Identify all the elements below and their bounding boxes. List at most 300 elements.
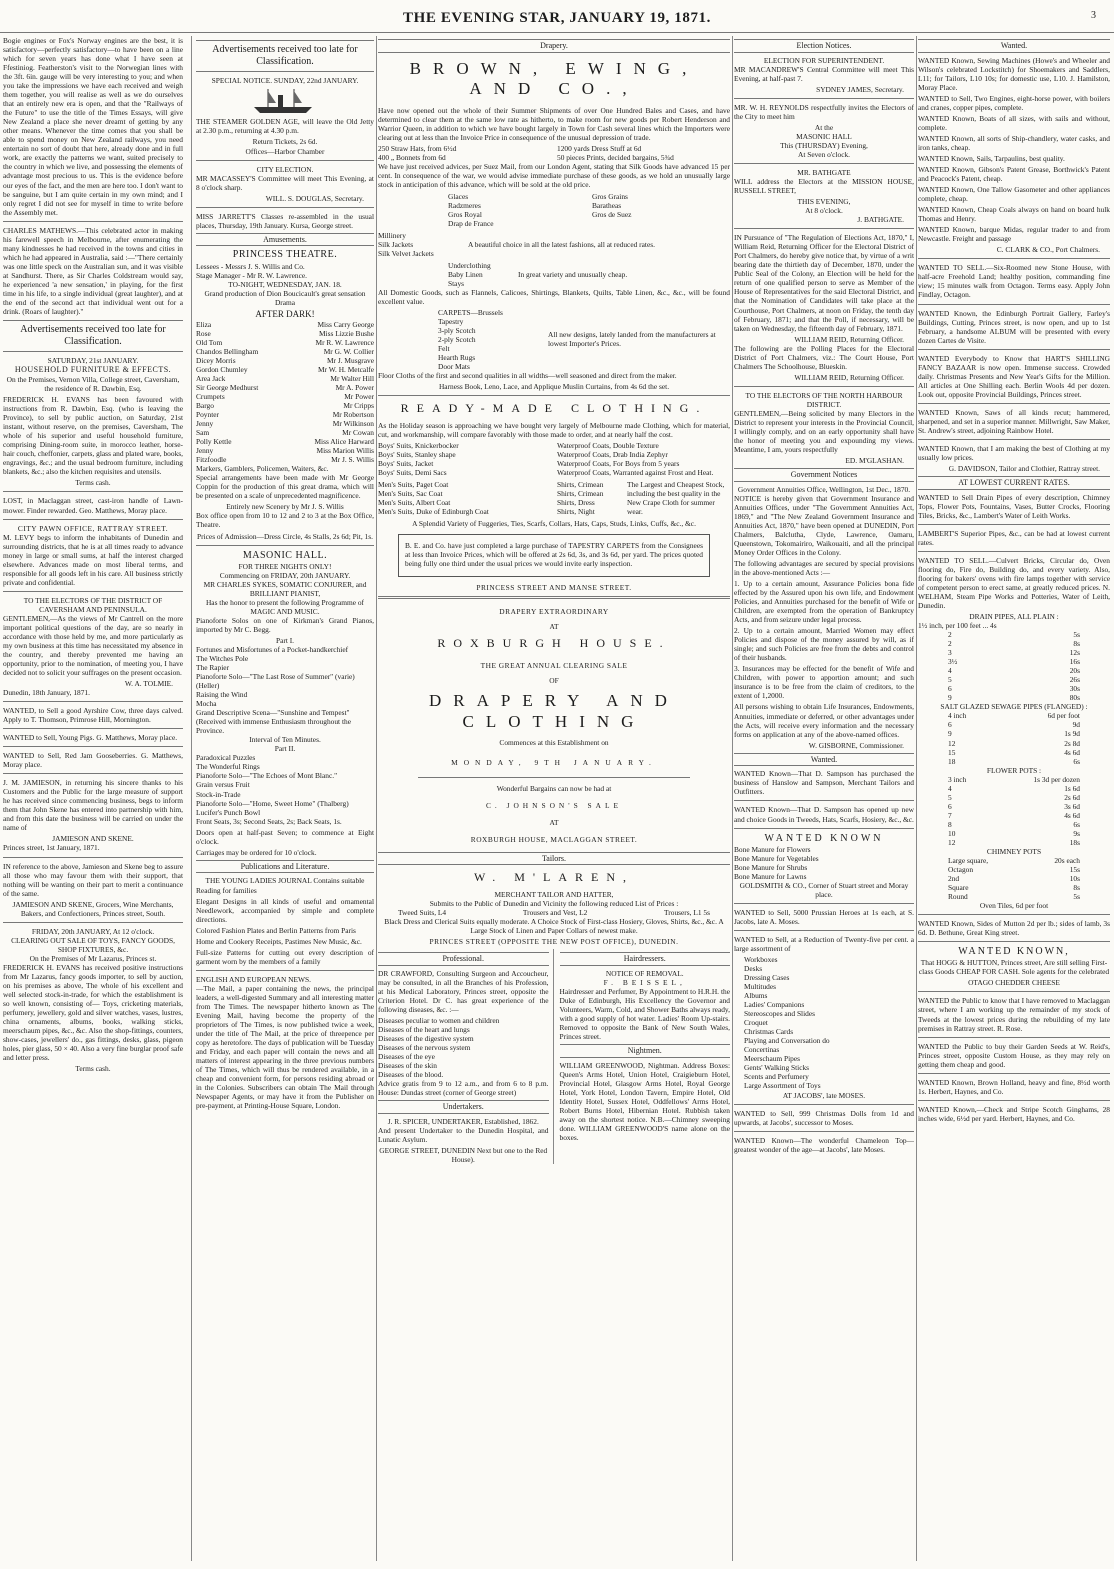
friday-sale: FRIDAY, 20th JANUARY, At 12 o'clock. — [31, 926, 155, 936]
ylj-item: Colored Fashion Plates and Berlin Patterns from Paris — [196, 925, 356, 935]
cow-ad: WANTED, to Sell a good Ayrshire Cow, three days calved. Apply to T. Thomson, Primrose Hill, Mornington. — [3, 706, 183, 725]
cast-row: Gordon Chumley Mr W. H. Metcalfe — [196, 364, 374, 374]
roxburgh-house: ROXBURGH HOUSE. — [437, 636, 671, 651]
disease-item: Diseases of the heart and lungs — [378, 1025, 470, 1035]
divider — [918, 914, 1110, 915]
cast-row: Sir George Medhurst Mr A. Power — [196, 383, 374, 392]
price-row: 5 26s — [948, 675, 1080, 685]
north-letter: GENTLEMEN,—Being solicited by many Electors in the District to represent your interests in the Provincial Council, I willingly comply, and on an early opportunity shall have the honor of meeting you and expounding my views. Meantime, I am, yours respectfully — [734, 408, 914, 454]
of: OF — [549, 675, 559, 685]
price-row: 8 6s — [948, 819, 1080, 829]
at: AT — [549, 622, 559, 632]
terms-2: Terms cash. — [75, 1064, 111, 1074]
drapery-heading: Drapery. — [378, 39, 730, 53]
wanted-ad: WANTED Known, all sorts of Ship-chandlery, water casks, and iron tanks, cheap. — [918, 134, 1110, 153]
cast-row: Polly Kettle Miss Alice Harward — [196, 437, 374, 447]
clearing-sale: THE GREAT ANNUAL CLEARING SALE — [480, 660, 628, 670]
programme-item: Interval of Ten Minutes. — [249, 735, 321, 745]
divider — [418, 777, 690, 778]
mclaren-prices: Tweed Suits, L4 Trousers and Vest, L2 Trousers, L1 5s — [398, 908, 710, 918]
wanted-heading: Wanted. — [918, 39, 1110, 53]
wanted-ad: WANTED to Sell, Two Engines, eight-horse power, with boilers and cranes, copper pipes, complete. — [918, 93, 1110, 112]
price-row: 3½ 16s — [948, 657, 1080, 667]
gooseberries-ad: WANTED to Sell, Red Jam Gooseberries. G. Matthews, Moray place. — [3, 751, 183, 770]
price-row: 15 4s 6d — [948, 747, 1080, 757]
ylj-item: Elegant Designs in all kinds of useful and ornamental Needlework, accompanied by simple and complete directions. — [196, 896, 374, 924]
lessees: Lessees - Messrs J. S. Willis and Co. — [196, 261, 305, 271]
divider — [734, 828, 914, 829]
jarrett-ad: MISS JARRETT'S Classes re-assembled in the usual places, Thursday, 19th January. Kursa, George street. — [196, 211, 374, 230]
hogg-title: WANTED KNOWN, — [958, 946, 1070, 958]
divider — [918, 349, 1110, 350]
cast-row: Old Tom Mr R. W. Lawrence — [196, 337, 374, 347]
pigs-ad: WANTED to Sell, Young Pigs. G. Matthews, Moray place. — [3, 733, 178, 743]
steamer-ad: THE STEAMER GOLDEN AGE, will leave the Old Jetty at 2.30 p.m., returning at 4.30 p.m. — [196, 117, 374, 136]
column-4 — [734, 36, 914, 1561]
levy-ad: M. LEVY begs to inform the inhabitants of Dunedin and surrounding districts, that he is at all times ready to advance money in large or small sums, at half the interest charged elsewhere. Advances made on most liberal terms, and responsible for all goods left in his care. All business strictly private and confidential. — [3, 532, 183, 587]
mens-shirts: Men's Suits, Paget Coat Men's Suits, Sac Coat Men's Suits, Albert Coat Men's Suits, Duke of Edinburgh Coat Shirts, Crimean Shirts, Crimean Shirts, Dress Shirts, Night The Largest and Cheapest Stock, including the best quality in the New Crape Cloth for summer wear. — [378, 479, 725, 517]
reid-signature: WILLIAM REID, Returning Officer. — [794, 334, 904, 344]
spicer-address: GEORGE STREET, DUNEDIN Next but one to the Red House). — [379, 1146, 548, 1165]
cast-row: Dicey Morris Mr J. Musgrave — [196, 355, 374, 365]
ylj-title: THE YOUNG LADIES JOURNAL Contains suitable — [205, 876, 365, 886]
annuities-text: NOTICE is hereby given that Government Insurance and Annuities Offices, under "The Government Annuities Act, 1869," and "The New Zealand Government Insurance and Annuities Act, 1870," have been opened at DUNEDIN, Port Chalmers, Balclutha, Clyde, Lawrence, Oamaru, Queenstown, Tokomairiro, Waikouaiti, and all the principal Money Order Offices in the Colony. — [734, 493, 914, 557]
floor-cloths: Floor Cloths of the first and second qualities in all widths—well seasoned and direct from the maker. — [378, 371, 677, 381]
cast-row: Sam Mr Cowan — [196, 428, 374, 438]
gamblers: Markers, Gamblers, Policemen, Waiters, &c. — [196, 464, 329, 474]
divider — [3, 491, 183, 492]
bathgate-ad: WILL address the Electors at the MISSION HOUSE, RUSSELL STREET, — [734, 177, 914, 196]
macassey-signature: WILL. S. DOUGLAS, Secretary. — [265, 193, 364, 203]
carpets-block: CARPETS—Brussels Tapestry 3-ply Scotch 2-ply Scotch Felt Hearth Rugs Door Mats All new designs, lately landed from the manufacturers at lowest Importer's Prices. — [438, 307, 716, 372]
crawford-ad: DR CRAWFORD, Consulting Surgeon and Accoucheur, may be consulted, in all the Branches of his Profession, at his Medical Laboratory, Princes street, opposite the Criterion Hotel. Dr C. has great experience of the following diseases, &c. :— — [378, 968, 549, 1015]
drama-title: AFTER DARK! — [255, 308, 315, 319]
manure-item: Bone Manure for Lawns — [734, 871, 807, 881]
electors-date: Dunedin, 18th January, 1871. — [3, 688, 90, 698]
divider — [196, 545, 374, 546]
new-scenery: Entirely new Scenery by Mr J. S. Willis — [226, 502, 344, 512]
johnson-sale: C. JOHNSON'S SALE — [485, 800, 623, 810]
divider — [3, 857, 183, 858]
ylj-item: Full-size Patterns for cutting out every description of garment worn by the members of a family — [196, 947, 374, 966]
electors-signature: W. A. TOLMIE. — [124, 679, 173, 689]
price-row: 5 2s 6d — [948, 792, 1080, 802]
dolls-ad: WANTED to Sell, 999 Christmas Dolls from 1d and upwards, at Jacobs', successor to Moses. — [734, 1108, 914, 1127]
brown-address: PRINCESS STREET AND MANSE STREET. — [476, 583, 632, 593]
column-divider — [191, 36, 192, 1561]
divider — [734, 930, 914, 931]
column-2 — [196, 36, 374, 1561]
lambert-ad: LAMBERT'S Superior Pipes, &c., can be had at lowest current rates. — [918, 528, 1110, 547]
hairdressers-heading: Hairdressers. — [560, 952, 731, 966]
boys-waterproof: Boys' Suits, Knickerbocker Boys' Suits, Stanley shape Boys' Suits, Jacket Boys' Suits, Demi Sacs Waterproof Coats, Double Texture Waterproof Coats, Drab India Zephyr Waterproof Coats, For Boys from 5 years Waterproof Coats, Warranted against Frost and Heat. — [378, 440, 714, 477]
jacobs: AT JACOBS', late MOSES. — [782, 1090, 866, 1100]
wanted-ad: WANTED Known, barque Midas, regular trader to and from Newcastle. Freight and passage — [918, 225, 1110, 244]
advantage-item: 3. Insurances may be effected for the benefit of Wife and Children, with power to apportion amount; and such insurance is to be free from the claim of creditors, to the extent of 1,2000. — [734, 664, 914, 701]
fuggeries: A Splendid Variety of Fuggeries, Ties, Scarfs, Collars, Hats, Caps, Studs, Links, Cuffs, &c., &c. — [412, 519, 696, 529]
harness: Harness Book, Leno, Lace, and Applique Muslin Curtains, from 4s 6d the set. — [438, 382, 670, 392]
wanted-ad: WANTED Known, Sails, Tarpaulins, best quality. — [918, 154, 1065, 164]
gisborne-signature: W. GISBORNE, Commissioner. — [808, 740, 904, 750]
divider — [378, 395, 730, 396]
hogg-text: That HOGG & HUTTON, Princes street, Are still selling First-class Goods CHEAP FOR CASH. Sole agents for the celebrated — [918, 958, 1110, 977]
masthead-rule — [0, 32, 1114, 33]
holland-ad: WANTED Known, Brown Holland, heavy and fine, 8½d worth 1s. Herbert, Haynes, and Co. — [918, 1077, 1110, 1096]
divider — [918, 1100, 1110, 1101]
chimney-table — [918, 856, 1110, 901]
macassey-ad: MR MACASSEY'S Committee will meet This Evening, at 8 o'clock sharp. — [196, 173, 374, 192]
drain-ad: WANTED to Sell Drain Pipes of every description, Chimney Tops, Flower Pots, Fountains, Vases, Butter Crocks, Flooring Tiles, Bricks, &c., Lambert's Water of Leith Works. — [918, 492, 1110, 520]
column-divider — [732, 36, 733, 1561]
manure-item: Bone Manure for Shrubs — [734, 862, 808, 872]
sale-title: HOUSEHOLD FURNITURE & EFFECTS. — [14, 365, 172, 375]
mclaren-address: PRINCES STREET (OPPOSITE THE NEW POST OFFICE), DUNEDIN. — [429, 937, 679, 947]
culvert-ad: WANTED TO SELL.—Culvert Bricks, Circular do, Oven flooring do, Fire do, Building do, and every variety. Also, flooring for bakers' ovens with fire lamps together with service of competent person to erect same, at greatly reduced prices. N. WELHAM, Steam Pipe Works and Potteries, Water of Leith, Dunedin. — [918, 555, 1110, 611]
section-heading: Advertisements received too late for Classification. — [196, 40, 374, 72]
mclaren-more: Black Dress and Clerical Suits equally moderate. A Choice Stock of First-class Hosiery, Gloves, Shirts, &c., &c. A Large Stock of Linen and Paper Collars of newest make. — [384, 917, 724, 936]
ylj-item: Reading for families — [196, 885, 257, 895]
price-row: Large square, 20s each — [948, 855, 1080, 865]
greenwood-ad: WILLIAM GREENWOOD, Nightman. Address Boxes: Queen's Arms Hotel, Union Hotel, Craigieburn Hotel, Provincial Hotel, Glasgow Arms Hotel, Royal George Hotel, York Hotel, London Tavern, Empire Hotel, Old Identity Hotel, Sussex Hotel, Oddfellows' Arms Hotel, Robert Burns Hotel, Hibernian Hotel. Rubbish taken away on the shortest notice. N.B.—Chimney sweeping done. WILLIAM GREENWOOD'S name alone on the boxes. — [559, 1060, 730, 1143]
sale-date: SATURDAY, 21st JANUARY. — [47, 356, 139, 366]
divider — [918, 1073, 1110, 1074]
spicer-title: J. R. SPICER, UNDERTAKER, Established, 1862. — [387, 1117, 539, 1127]
reduction-list: Workboxes Desks Dressing Cases Multitudes Albums Ladies' Companions Stereoscopes and Slides Croquet Christmas Cards Playing and Conversation do Concertinas Meerschaum Pipes Gents' Walking Sticks Scents and Perfumery Large Assortment of Toys — [744, 955, 830, 1091]
at-the: At the — [814, 122, 834, 132]
bazaar-ad: WANTED Everybody to Know that HART'S SHILLING FANCY BAZAAR is now open. Immense success. Crowded daily. Christmas Presents and New Year's Gifts for the Million. All articles at One Shilling each. Berlin Wools 4d per dozen. Look out, opposite Provincial Buildings, Princes street. — [918, 353, 1110, 399]
price-row: 3 12s — [948, 648, 1080, 658]
news-title: ENGLISH AND EUROPEAN NEWS. — [196, 974, 311, 984]
price-row: 12 18s — [948, 837, 1080, 847]
special-notice: SPECIAL NOTICE. SUNDAY, 22nd JANUARY. — [211, 76, 359, 86]
wanted-ad: WANTED Known, Cheap Coals always on hand on board hulk Thomas and Henry. — [918, 205, 1110, 224]
programme-item: Raising the Wind — [196, 690, 248, 700]
commences: Commences at this Establishment on — [499, 738, 609, 748]
programme-item: Pianoforte Solo—"Home, Sweet Home" (Thalberg) — [196, 798, 349, 808]
manure-item: Bone Manure for Flowers — [734, 844, 811, 854]
jamieson-ad: J. M. JAMIESON, in returning his sincere thanks to his Customers and the Public for the large measure of support he has received since commencing business, begs to inform them that John Skene has entered into partnership with him, and from this date the business will be carried on under the name of — [3, 778, 183, 833]
bathgate-signature: J. BATHGATE. — [857, 215, 904, 225]
reid-signature-2: WILLIAM REID, Returning Officer. — [794, 372, 904, 382]
goldsmith: GOLDSMITH & CO., Corner of Stuart street and Moray place. — [739, 880, 909, 899]
programme-item: The Witches Pole — [196, 654, 249, 664]
manure-item: Bone Manure for Vegetables — [734, 853, 819, 863]
disease-item: Diseases peculiar to women and children — [378, 1016, 500, 1026]
reynolds-ad: MR. W. H. REYNOLDS respectfully invites the Electors of the City to meet him — [734, 102, 914, 121]
part-1: Part I. — [275, 635, 295, 645]
divider — [734, 1131, 914, 1132]
price-row: 6 9d — [948, 720, 1080, 730]
davidson-signature: G. DAVIDSON, Tailor and Clothier, Rattray street. — [948, 463, 1100, 473]
divider — [3, 773, 183, 774]
lost-notice: LOST, in Maclaggan street, cast-iron handle of Lawn-mower. Finder rewarded. Geo. Matthews, Moray place. — [3, 496, 183, 515]
professional-hair — [378, 949, 730, 1164]
roxburgh-address: ROXBURGH HOUSE, MACLAGGAN STREET. — [470, 834, 638, 844]
price-row: 4 inch 6d per foot — [948, 711, 1080, 721]
advantage-item: 2. Up to a certain amount, Married Women may effect Policies and dispose of the money assured by will, as if single; and such Policies are free from the debts and control of their husbands. — [734, 626, 914, 663]
cast-list — [196, 320, 374, 465]
sewage-table — [918, 711, 1110, 765]
divider — [3, 591, 183, 592]
evans-auction-1: FREDERICK H. EVANS has been favoured with instructions from R. Dawbin, Esq. (who is leaving the Province), to sell by public auction, on Saturday, 21st instant, without reserve, on the premises, Caversham, The whole of his superior and useful household furniture, comprising Dining-room suite, in morocco leather, horse-hair couch, cheffonier, carpets, glass and plated ware, books, engravings, &c.; and the usual bedroom furniture, including blankets, &c.; also the kitchen requisites and utensils. — [3, 395, 183, 477]
house-ad: WANTED TO SELL.—Six-Roomed new Stone House, with half-acre Freehold Land; healthy position, commanding fine view; 15 minutes walk from Octagon. Terms easy. Apply John Findlay, Octagon. — [918, 263, 1110, 300]
news-text: —The Mail, a paper containing the news, the principal leaders, a well-digested Summary and all interesting matter from The Times. The newspaper hitherto known as The Evening Mail, having become the property of the proprietors of The Times, is now published twice a week, under the title of The Mail, at the price of threepence per copy as heretofore. The days of publication will be Tuesday and Friday, and each paper will contain the news and all matters of interest appearing in the three previous numbers of The Times, which will thus be rendered available, in a cheap and convenient form, for persons residing abroad or in the Colonies. Subscribers can obtain The Mail through Newspaper Agents, or may have it from the Publisher on pre-payment, at Printing-House Square, London. — [196, 983, 374, 1111]
divider — [734, 163, 914, 164]
disease-item: Diseases of the blood. — [378, 1070, 444, 1080]
programme-item: Lucifer's Punch Bowl — [196, 807, 261, 817]
superintendent: ELECTION FOR SUPERINTENDENT. — [763, 55, 885, 65]
programme-item: Pianoforte Solo—"The Echoes of Mont Blanc." — [196, 771, 338, 781]
drain-sub: 1½ inch, per 100 feet ... 4s — [918, 621, 997, 631]
price-row: 4 1s 6d — [948, 783, 1080, 793]
drapery-clothing: DRAPERY AND CLOTHING — [429, 691, 679, 731]
electors-title: TO THE ELECTORS OF THE DISTRICT OF CAVERSHAM AND PENINSULA. — [23, 595, 163, 614]
chameleon-ad: WANTED Known—The wonderful Chameleon Top—greatest wonder of the age—at Jacobs', late Moses. — [734, 1135, 914, 1154]
brown-intro: Have now opened out the whole of their Summer Shipments of over One Hundred Bales and Cases, and have determined to clear them at the same low rate as hitherto, to make room for new goods per Robert Henderson and Warrior Queen, in addition to which we have bought largely in Town for Cash several lines which the Importers were clearing out at less than the Invoice Price in consequence of the unusual depression of trade. — [378, 106, 730, 143]
programme-item: Grain versus Fruit — [196, 780, 250, 790]
polling-places: The following are the Polling Places for the Electoral District of Port Chalmers, viz.: The Court House, Port Chalmers The Schoolhouse, Blueskin. — [734, 343, 914, 371]
three-nights: FOR THREE NIGHTS ONLY! — [238, 561, 332, 571]
wonderful-bargains: Wonderful Bargains can now be had at — [496, 783, 612, 793]
divider — [734, 800, 914, 801]
price-row: 4 20s — [948, 666, 1080, 676]
cast-row: Poynter Mr Robertson — [196, 410, 374, 420]
newspaper-title: THE EVENING STAR, JANUARY 19, 1871. — [403, 10, 711, 26]
macandrew-ad: MR MACANDREW'S Central Committee will meet This Evening, at half-past 7. — [734, 64, 914, 83]
at-2: AT — [549, 817, 559, 827]
column-5 — [918, 36, 1110, 1561]
disease-item: Diseases of the skin — [378, 1061, 437, 1071]
hats-prices: 250 Straw Hats, from 6½d 400 „ Bonnets from 6d 1200 yards Dress Stuff at 6d 50 pieces Prints, decided bargains, 5¾d — [378, 144, 674, 163]
prices: Prices of Admission—Dress Circle, 4s Stalls, 2s 6d; Pit, 1s. — [197, 531, 373, 541]
lazarus-premises: On the Premises of Mr Lazarus, Princes st. — [29, 953, 157, 963]
government-heading: Government Notices — [734, 468, 914, 482]
divider — [918, 439, 1110, 440]
rose-ad: WANTED the Public to know that I have removed to Maclaggan street, where I am working up the remainder of my stock of Tweeds at the lowest prices during the rebuilding of my late premises in Rattray street. R. Rose. — [918, 996, 1110, 1033]
divider — [3, 728, 183, 729]
divider — [3, 221, 183, 222]
price-row: 18 6s — [948, 756, 1080, 766]
programme-item: Paradoxical Puzzles — [196, 753, 256, 763]
thursday: This (THURSDAY) Evening, — [780, 141, 868, 150]
monday-date: MONDAY, 9TH JANUARY. — [451, 757, 657, 767]
price-row: 9 1s 9d — [948, 729, 1080, 739]
production: Grand production of Dion Boucicault's great sensation Drama — [204, 288, 366, 307]
reid-notice: IN Pursuance of "The Regulation of Elections Act, 1870," I, William Reid, Returning Officer for the Electoral District of Port Chalmers, do hereby give notice that, by virtue of a writ bearing date the thirtieth day of December, 1870, under the Public Seal of the Colony, an Election will be held for the return of one qualified person to serve as Member of the House of Representatives for the said Electoral District, and that the Nomination of Candidates will take place at the Courthouse, Port Chalmers, at noon on Friday, the tenth day of February, 1871; and that the Poll, if necessary, will be taken on Wednesday, the fifteenth day of February, 1871. — [734, 233, 914, 333]
section-heading: Advertisements received too late for Classification. — [3, 320, 183, 352]
divider — [3, 746, 183, 747]
seven: At Seven o'clock. — [797, 150, 851, 160]
cheese: OTAGO CHEDDER CHEESE — [968, 978, 1060, 988]
election-heading: Election Notices. — [734, 39, 914, 53]
wanted-heading: Wanted. — [734, 753, 914, 767]
mclaren-sub: MERCHANT TAILOR AND HATTER, — [494, 890, 614, 900]
ready-made-title: READY-MADE CLOTHING. — [400, 401, 708, 416]
divider — [3, 519, 183, 520]
tonight: TO-NIGHT, WEDNESDAY, JAN. 18. — [228, 279, 342, 289]
chimney-title: CHIMNEY POTS — [986, 846, 1042, 856]
steamer-icon — [250, 87, 320, 115]
north-title: TO THE ELECTORS OF THE NORTH HARBOUR DISTRICT. — [745, 390, 903, 409]
sampson-ad-1: WANTED Known—That D. Sampson has purchased the business of Hanslow and Sampson, Merchant Tailors and Outfitters. — [734, 769, 914, 797]
column-3 — [378, 36, 730, 1561]
clark-signature: C. CLARK & CO., Port Chalmers. — [996, 245, 1100, 255]
skene-ad: IN reference to the above, Jamieson and Skene beg to assure all those who may favour them with their support, that nothing will be wanting on their part to merit a continuance of the same. — [3, 861, 183, 898]
evans-auction-2: FREDERICK H. EVANS has received positive instructions from Mr Lazarus, fancy goods importer, to sell by auction, on his premises as above, The whole of his excellent and well selected stock-in-trade, for which the establishment is so well known, consisting of— Toys, cricketing materials, perfumery, jewellery, gold and silver watches, vases, lustres, china ornaments, albums, books, walking sticks, meerschaum pipes, &c., &c. Also the shop-fittings, counters, show-cases, jewellers' do., gas fittings, desks, glass, pigeon holes, pier glass, 50 × 40. Also a very fine burglar proof safe and letter press. — [3, 962, 183, 1063]
programme-item: The Rapier — [196, 663, 230, 673]
advantages: The following advantages are secured by special provisions in the above-mentioned Acts :— — [734, 559, 914, 578]
advice: Advice gratis from 9 to 12 a.m., and from 6 to 8 p.m. House: Dundas street (corner of George street) — [378, 1079, 549, 1098]
cast-row: Jenny Mr Wilkinson — [196, 419, 374, 429]
cast-row: Jenny Miss Marion Willis — [196, 446, 374, 456]
offices: Offices—Harbor Chamber — [245, 146, 325, 156]
divider — [196, 160, 374, 161]
terms: Terms cash. — [75, 478, 111, 488]
ginghams-ad: WANTED Known,—Check and Stripe Scotch Ginghams, 28 inches wide, 6½d per yard. Herbert, Haynes, and Co. — [918, 1104, 1110, 1123]
prussian-ad: WANTED to Sell, 5000 Prussian Heroes at 1s each, at S. Jacobs, late A. Moses. — [734, 907, 914, 926]
tailors-heading: Tailors. — [378, 852, 730, 866]
pawn-title: CITY PAWN OFFICE, RATTRAY STREET. — [17, 523, 169, 533]
ready-made-text: As the Holiday season is approaching we have bought very largely of Melbourne made Clothing, which for material, cut, and workmanship, will compare favorably with those made to order, and at nearly half the cost. — [378, 420, 730, 439]
price-row: 2 8s — [948, 639, 1080, 649]
professional-heading: Professional. — [378, 952, 549, 966]
column-divider — [376, 36, 377, 1561]
undertakers-heading: Undertakers. — [378, 1100, 549, 1114]
divider — [734, 228, 914, 229]
sewage-title: SALT GLAZED SEWAGE PIPES (FLANGED) : — [940, 702, 1088, 712]
masonic-title: MASONIC HALL. — [242, 549, 328, 561]
north-signature: ED. M'GLASHAN. — [845, 455, 904, 465]
cast-row: Bargo Mr Cripps — [196, 401, 374, 411]
beissel-title: F. BEISSEL, — [603, 978, 686, 987]
nightmen-heading: Nightmen. — [560, 1044, 731, 1058]
divider — [734, 1104, 914, 1105]
pianoforte: Pianoforte Solos on one of Kirkman's Grand Pianos, imported by Mr C. Begg. — [196, 615, 374, 634]
flower-table — [918, 775, 1110, 847]
divider — [378, 596, 730, 599]
divider — [918, 403, 1110, 404]
cast-row: Area Jack Mr Walter Hill — [196, 373, 374, 383]
sampson-ad-2: WANTED Known—That D. Sampson has opened up new and choice Goods in Tweeds, Hats, Scarfs, Hosiery, &c., &c. — [734, 805, 914, 824]
wanted-ad: WANTED Known, One Tallow Gasometer and other appliances complete, cheap. — [918, 185, 1110, 204]
price-row: 9 80s — [948, 693, 1080, 703]
programme-item: Stock-in-Trade — [196, 789, 241, 799]
oven-tiles: Oven Tiles, 6d per foot — [979, 901, 1049, 911]
divider — [918, 941, 1110, 942]
beissel-text: Hairdresser and Perfumer, By Appointment to H.R.H. the Duke of Edinburgh, His Excellency the Governor and Volunteers, Warm, Cold, and Shower Baths always ready, with a good supply of hot water. Ladies' Room Up-stairs. Removed to opposite the Bank of New South Wales, Princes street. — [559, 987, 730, 1042]
masthead — [0, 0, 1114, 34]
carriages: Carriages may be ordered for 10 o'clock. — [196, 847, 317, 857]
suez-mail: We have just received advices, per Suez Mail, from our London Agent, stating that Silk Goods have advanced 15 per cent. In consequence of the war, we would advise immediate purchase of these goods, as we hold an unusually large stock in anticipation of this advance, which will be sold at the old price. — [378, 162, 730, 190]
disease-item: Diseases of the nervous system — [378, 1043, 471, 1053]
electors-letter: GENTLEMEN,—As the views of Mr Cantrell on the more important political questions of the day, are so nearly in accordance with those held by me, and more particularly as my own business at this time has necessitated my absence in the country, and thereby prevented me having an opportunity, prior to the nomination, of meeting you, I have decided not to solicit your suffrages on the present occasion. — [3, 613, 183, 677]
publications-heading: Publications and Literature. — [196, 860, 374, 874]
divider — [3, 922, 183, 923]
wanted-ad: WANTED Known, Gibson's Patent Grease, Borthwick's Patent and Peacock's Patent, cheap. — [918, 165, 1110, 184]
column-divider — [916, 36, 917, 1561]
spicer-text: And present Undertaker to the Dunedin Hospital, and Lunatic Asylum. — [378, 1126, 549, 1145]
price-row: Round 5s — [948, 892, 1080, 902]
price-row: Octagon 15s — [948, 864, 1080, 874]
millinery-block: Millinery Silk Jackets Silk Velvet Jackets A beautiful choice in all the latest fashions, all at reduced rates. — [378, 230, 655, 258]
jamieson-date: Princes street, 1st January, 1871. — [3, 843, 100, 853]
mclaren-text: Submits to the Public of Dunedin and Vicinity the following reduced List of Prices : — [429, 899, 679, 909]
toys-title: CLEARING OUT SALE OF TOYS, FANCY GOODS, SHOP FIXTURES, &c. — [11, 935, 175, 954]
doors: Doors open at half-past Seven; to commence at Eight o'clock. — [196, 827, 374, 846]
programme-item: Fortunes and Misfortunes of a Pocket-handkerchief — [196, 645, 349, 654]
programme-item: Grand Descriptive Scena—"Sunshine and Tempest" (Received with immense Enthusiasm throughout the Province. — [196, 708, 351, 736]
wanted-ad: WANTED Known, Boats of all sizes, with sails and without, complete. — [918, 113, 1110, 132]
lowest-rates: AT LOWEST CURRENT RATES. — [918, 476, 1110, 490]
cast-row: Fitzfoodle Mr J. S. Willis — [196, 455, 374, 465]
price-row: 7 4s 6d — [948, 810, 1080, 820]
sale-place: On the Premises, Vernon Villa, College street, Caversham, the residence of R. Dawbin, Esq. — [6, 375, 180, 394]
divider — [918, 1037, 1110, 1038]
price-row: 2nd 10s — [948, 873, 1080, 883]
flower-title: FLOWER POTS : — [986, 765, 1042, 775]
cast-row: Eliza Miss Carry George — [196, 319, 374, 329]
mutton-ad: WANTED Known, Sides of Mutton 2d per lb.; sides of lamb, 3s 6d. D. Bethune, Great King street. — [918, 919, 1110, 938]
bathgate: MR. BATHGATE — [797, 168, 851, 178]
underclothing-block: Underclothing Baby Linen Stays In great variety and unusually cheap. — [448, 260, 628, 288]
at-8: At 8 o'clock. — [805, 206, 843, 216]
divider — [734, 98, 914, 99]
honor: Has the honor to present the following Programme of — [205, 597, 365, 607]
brown-ewing-title: BROWN, EWING, AND CO., — [409, 58, 699, 99]
divider — [734, 903, 914, 904]
disease-item: Diseases of the eye — [378, 1052, 435, 1062]
price-row: 3 inch 1s 3d per dozen — [948, 774, 1080, 784]
page-number: 3 — [1091, 10, 1096, 21]
divider — [196, 970, 374, 971]
gallery-ad: WANTED Known, the Edinburgh Portrait Gallery, Farley's Buildings, Cutting, Princes street, is now open, and up to 1st February, a handsome ALBUM will be presented with every dozen Cartes de Visite. — [918, 308, 1110, 345]
cast-row: Rose Miss Lizzie Bushe — [196, 328, 374, 338]
macandrew-signature: SYDNEY JAMES, Secretary. — [816, 84, 904, 94]
wanted-known-title: WANTED KNOWN — [764, 832, 884, 844]
box-office: Box office open from 10 to 12 and 2 to 3 at the Box Office, Theatre. — [196, 511, 374, 530]
seats: Front Seats, 3s; Second Seats, 2s; Back Seats, 1s. — [196, 816, 342, 826]
magic: MAGIC AND MUSIC. — [250, 606, 320, 616]
amusements-heading: Amusements. — [196, 233, 374, 247]
stage-manager: Stage Manager - Mr R. W. Lawrence. — [196, 270, 308, 280]
scenery-note: Special arrangements have been made with Mr George Coppin for the production of this great drama, which will be presented on a scale of unprecedented magnificence. — [196, 473, 374, 501]
divider — [918, 551, 1110, 552]
divider — [734, 386, 914, 387]
divider — [918, 991, 1110, 992]
article-railways: Bogie engines or Fox's Norway engines are the best, it is satisfactory—perfectly satisfactory—to have been on a line which for seven years has done what I have seen at Ffestiniog. Featherston's visit to the Norwegian lines with the 3ft. 6in. gauge will be very interesting to you; and when you take the impressions we have each received and weigh them together, you will realise as well as we do ourselves that an entirely new era is open, and that the "Railways of the Future" to use the title of the Times Essays, will give New Zealand a place she never dreamt of getting by any other means. Whenever the time comes that you shall be able to spend money on New Zealand railways, you need entertain no sort of doubt that here, already done and in full work, are exactly the patterns we want, suited precisely to the country in which we live, and possessing the elements of advantage most precious to us. This is the evidence before our eyes of the fact, and the men are here too. I don't want to be sanguine, but I am quite certain in my own mind; and I only regret I did not see for myself in time to write before the Assembly met. — [3, 36, 183, 217]
skene-signature: JAMIESON AND SKENE, Grocers, Wine Merchants, Bakers, and Confectioners, Princes street, South. — [12, 899, 174, 918]
programme-item: Pianoforte Solo—"The Last Rose of Summer" (varie) (Heller) — [196, 672, 355, 691]
article-mathews: CHARLES MATHEWS.—This celebrated actor in making his farewell speech in Melbourne, after enumerating the many kindnesses he had received in the towns and cities in which he had appeared in Australia, said :—"There certainly was one little speck on the Australian sun, and it was visible at Sandhurst. There, as Sir Charles Coldstream would say, he experienced 'a new sensation,' in playing, for the first time in his life, to a single individual (great laughter), and at the end of the second act that individual went out for a drink. (Roars of laughter)." — [3, 225, 183, 316]
annuities-title: Government Annuities Office, Wellington, 1st Dec., 1870. — [737, 484, 911, 494]
divider — [918, 258, 1110, 259]
drain-table — [918, 630, 1110, 702]
all-persons: All persons wishing to obtain Life Insurances, Endowments, Annuities, immediate or deferred, or other advantages under the Acts, will receive every information and the necessary forms on application at any of the above-named offices. — [734, 702, 914, 739]
reduction-ad: WANTED to Sell, at a Reduction of Twenty-five per cent. a large assortment of — [734, 934, 914, 953]
city-election: CITY ELECTION. — [256, 164, 314, 174]
price-row: 10 9s — [948, 828, 1080, 838]
price-row: 2 5s — [948, 630, 1080, 640]
price-row: 6 30s — [948, 684, 1080, 694]
commencing: Commencing on FRIDAY, 20th JANUARY. — [219, 570, 351, 580]
davidson-ad: WANTED Known, that I am making the best of Clothing at my usually low prices. — [918, 443, 1110, 462]
programme-item: The Wonderful Rings — [196, 762, 260, 772]
silks-list: Glaces Radzmeres Gros Royal Drap de France Gros Grains Baratheas Gros de Suez — [448, 191, 632, 228]
cast-row: Crumpets Mr Power — [196, 392, 374, 402]
cast-row: Chandos Bellingham Mr G. W. Collier — [196, 346, 374, 356]
drapery-extraordinary: DRAPERY EXTRAORDINARY — [499, 607, 609, 617]
seeds-ad: WANTED the Public to buy their Garden Seeds at W. Reid's, Princes street, opposite Custom House, as they may rely on getting them cheap and good. — [918, 1041, 1110, 1069]
